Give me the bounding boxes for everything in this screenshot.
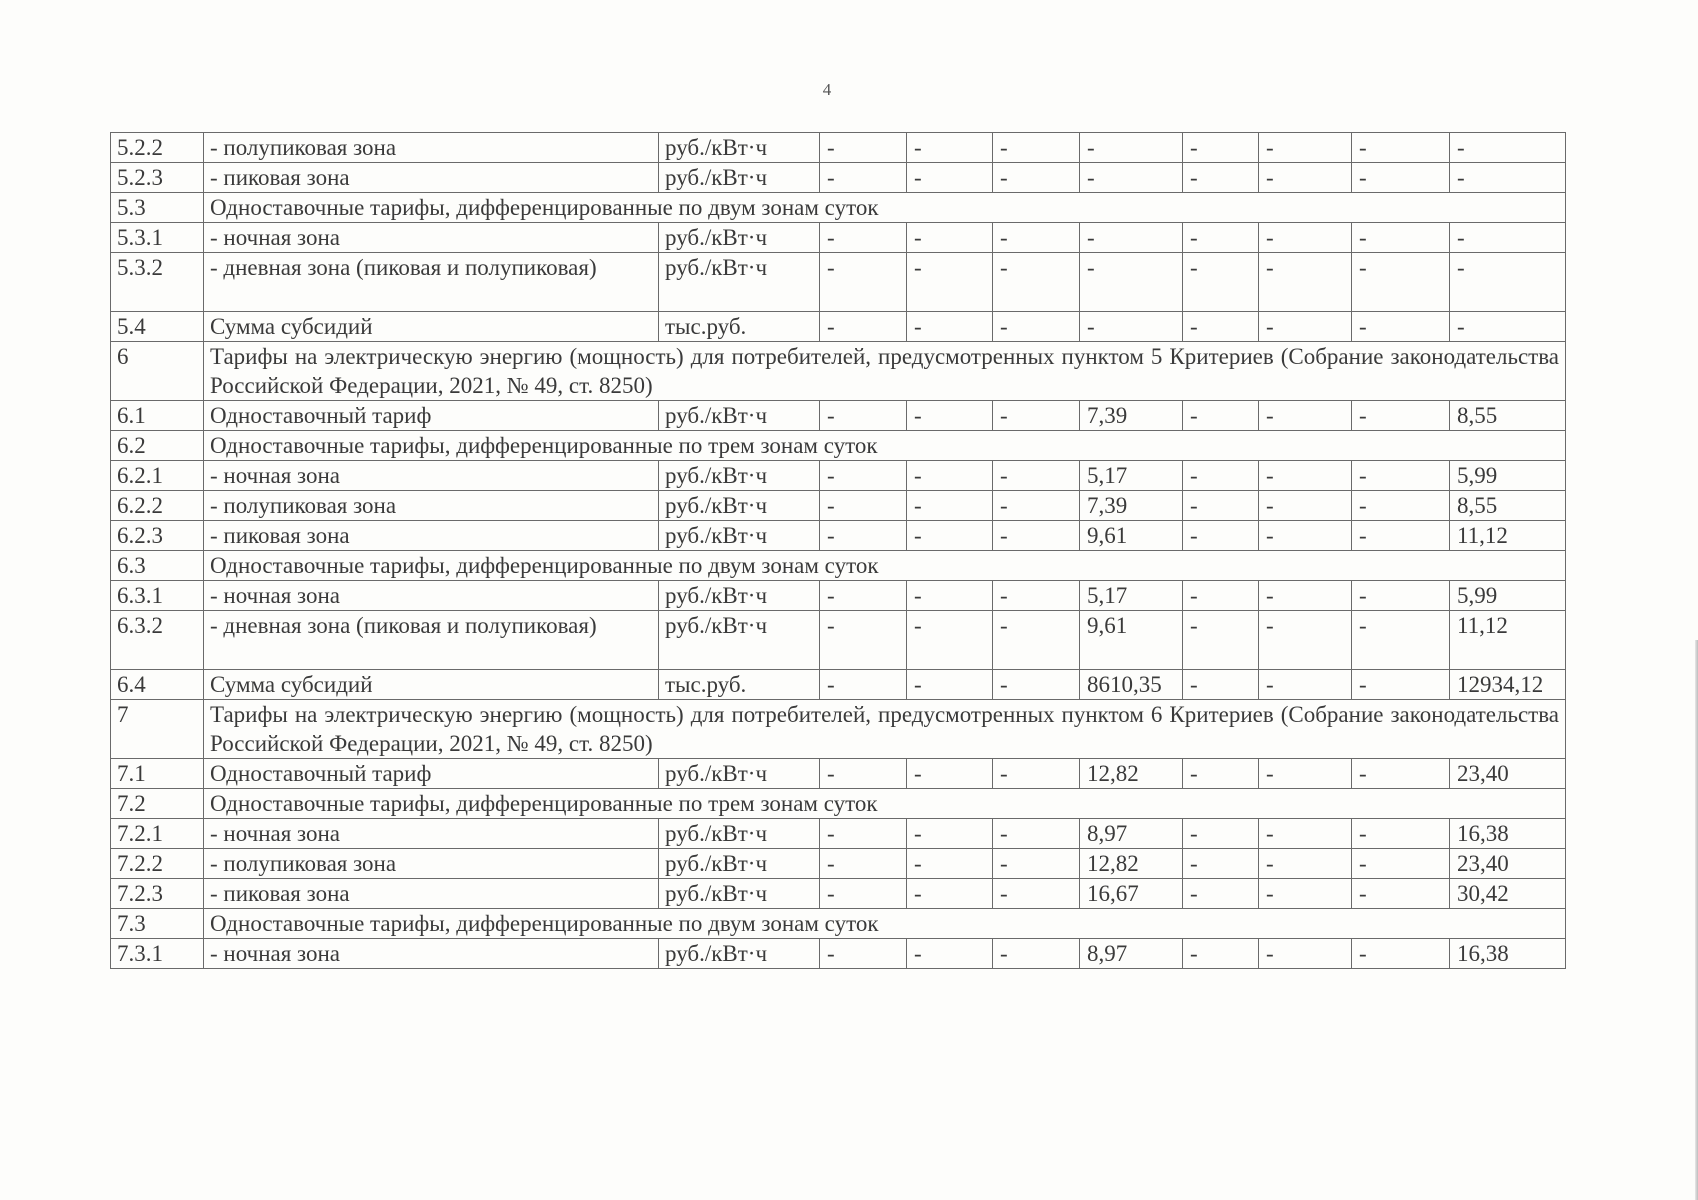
value-cell: -	[1080, 312, 1183, 342]
unit-cell: руб./кВт·ч	[659, 759, 820, 789]
value-cell: -	[993, 581, 1080, 611]
value-cell: -	[907, 312, 993, 342]
table-row	[111, 879, 1566, 909]
table-body	[111, 133, 1566, 969]
unit-cell: руб./кВт·ч	[659, 461, 820, 491]
row-number-cell: 7.2.1	[111, 819, 204, 849]
item-name-cell: - полупиковая зона	[204, 849, 659, 879]
row-number-cell: 6	[111, 342, 204, 401]
unit-cell: руб./кВт·ч	[659, 581, 820, 611]
value-cell: -	[1450, 133, 1566, 163]
item-name-cell: Сумма субсидий	[204, 312, 659, 342]
value-cell: 12,82	[1080, 759, 1183, 789]
tariff-table	[110, 132, 1566, 969]
section-row	[111, 909, 1566, 939]
value-cell: -	[907, 401, 993, 431]
value-cell: -	[993, 163, 1080, 193]
value-cell: -	[1183, 491, 1259, 521]
row-number-cell: 6.3.2	[111, 611, 204, 670]
value-cell: -	[1259, 491, 1352, 521]
table-row	[111, 939, 1566, 969]
table-row	[111, 253, 1566, 312]
value-cell: -	[820, 253, 907, 312]
item-name-cell: - полупиковая зона	[204, 491, 659, 521]
value-cell: -	[1450, 223, 1566, 253]
row-number-cell: 6.2.3	[111, 521, 204, 551]
value-cell: -	[993, 611, 1080, 670]
value-cell: -	[1259, 879, 1352, 909]
value-cell: 16,38	[1450, 819, 1566, 849]
value-cell: -	[907, 461, 993, 491]
row-number-cell: 6.2	[111, 431, 204, 461]
unit-cell: руб./кВт·ч	[659, 253, 820, 312]
value-cell: -	[1183, 611, 1259, 670]
value-cell: -	[1183, 223, 1259, 253]
value-cell: -	[820, 611, 907, 670]
table-row	[111, 401, 1566, 431]
section-row	[111, 700, 1566, 759]
value-cell: -	[1259, 223, 1352, 253]
row-number-cell: 5.3.1	[111, 223, 204, 253]
unit-cell: руб./кВт·ч	[659, 879, 820, 909]
row-number-cell: 6.4	[111, 670, 204, 700]
value-cell: -	[1352, 581, 1450, 611]
value-cell: -	[993, 312, 1080, 342]
value-cell: -	[820, 491, 907, 521]
table-row	[111, 819, 1566, 849]
value-cell: 5,99	[1450, 461, 1566, 491]
section-title-cell: Тарифы на электрическую энергию (мощность) для потребителей, предусмотренных пунктом 5 Критериев (Собрание законодательства Российской Федерации, 2021, № 49, ст. 8250)	[204, 342, 1566, 401]
value-cell: -	[993, 939, 1080, 969]
item-name-cell: - полупиковая зона	[204, 133, 659, 163]
table-row	[111, 670, 1566, 700]
value-cell: -	[907, 819, 993, 849]
value-cell: 8,97	[1080, 939, 1183, 969]
value-cell: -	[1183, 163, 1259, 193]
value-cell: -	[1259, 461, 1352, 491]
value-cell: -	[1080, 253, 1183, 312]
row-number-cell: 5.2.2	[111, 133, 204, 163]
row-number-cell: 5.2.3	[111, 163, 204, 193]
value-cell: -	[1259, 401, 1352, 431]
value-cell: -	[1183, 849, 1259, 879]
value-cell: -	[820, 819, 907, 849]
value-cell: 8610,35	[1080, 670, 1183, 700]
value-cell: 7,39	[1080, 491, 1183, 521]
table-row	[111, 759, 1566, 789]
value-cell: -	[993, 401, 1080, 431]
value-cell: 16,67	[1080, 879, 1183, 909]
value-cell: 12,82	[1080, 849, 1183, 879]
unit-cell: руб./кВт·ч	[659, 521, 820, 551]
value-cell: 16,38	[1450, 939, 1566, 969]
value-cell: -	[820, 163, 907, 193]
value-cell: -	[907, 611, 993, 670]
value-cell: -	[1259, 521, 1352, 551]
value-cell: -	[820, 461, 907, 491]
item-name-cell: - дневная зона (пиковая и полупиковая)	[204, 611, 659, 670]
unit-cell: руб./кВт·ч	[659, 491, 820, 521]
value-cell: -	[1352, 670, 1450, 700]
value-cell: -	[820, 521, 907, 551]
value-cell: -	[1259, 133, 1352, 163]
item-name-cell: - пиковая зона	[204, 879, 659, 909]
item-name-cell: - ночная зона	[204, 819, 659, 849]
row-number-cell: 7	[111, 700, 204, 759]
section-title-cell: Одноставочные тарифы, дифференцированные по двум зонам суток	[204, 551, 1566, 581]
value-cell: -	[1259, 939, 1352, 969]
value-cell: -	[1080, 163, 1183, 193]
section-row	[111, 342, 1566, 401]
value-cell: 8,97	[1080, 819, 1183, 849]
value-cell: -	[907, 939, 993, 969]
value-cell: 11,12	[1450, 611, 1566, 670]
table-row	[111, 521, 1566, 551]
row-number-cell: 6.3	[111, 551, 204, 581]
value-cell: -	[993, 253, 1080, 312]
table-row	[111, 461, 1566, 491]
value-cell: -	[907, 849, 993, 879]
table-row	[111, 849, 1566, 879]
value-cell: 8,55	[1450, 491, 1566, 521]
item-name-cell: - ночная зона	[204, 581, 659, 611]
section-row	[111, 551, 1566, 581]
value-cell: -	[1183, 133, 1259, 163]
value-cell: 7,39	[1080, 401, 1183, 431]
value-cell: -	[1080, 133, 1183, 163]
row-number-cell: 5.4	[111, 312, 204, 342]
section-title-cell: Одноставочные тарифы, дифференцированные по трем зонам суток	[204, 431, 1566, 461]
value-cell: -	[1259, 849, 1352, 879]
value-cell: -	[993, 223, 1080, 253]
table-row	[111, 163, 1566, 193]
unit-cell: руб./кВт·ч	[659, 133, 820, 163]
value-cell: -	[1183, 521, 1259, 551]
row-number-cell: 5.3.2	[111, 253, 204, 312]
value-cell: -	[1352, 401, 1450, 431]
value-cell: -	[993, 819, 1080, 849]
value-cell: -	[907, 670, 993, 700]
value-cell: -	[993, 879, 1080, 909]
row-number-cell: 7.2	[111, 789, 204, 819]
table-row	[111, 491, 1566, 521]
value-cell: -	[1352, 521, 1450, 551]
value-cell: -	[1259, 581, 1352, 611]
value-cell: -	[1352, 849, 1450, 879]
value-cell: -	[1259, 670, 1352, 700]
table-row	[111, 133, 1566, 163]
item-name-cell: - пиковая зона	[204, 521, 659, 551]
value-cell: -	[1183, 581, 1259, 611]
value-cell: -	[907, 581, 993, 611]
value-cell: -	[1352, 133, 1450, 163]
value-cell: 23,40	[1450, 759, 1566, 789]
value-cell: -	[1352, 611, 1450, 670]
value-cell: -	[1352, 312, 1450, 342]
unit-cell: руб./кВт·ч	[659, 611, 820, 670]
item-name-cell: - дневная зона (пиковая и полупиковая)	[204, 253, 659, 312]
section-row	[111, 789, 1566, 819]
value-cell: 9,61	[1080, 521, 1183, 551]
value-cell: 8,55	[1450, 401, 1566, 431]
value-cell: 30,42	[1450, 879, 1566, 909]
value-cell: 9,61	[1080, 611, 1183, 670]
item-name-cell: Одноставочный тариф	[204, 759, 659, 789]
value-cell: -	[820, 879, 907, 909]
value-cell: -	[907, 133, 993, 163]
value-cell: -	[907, 253, 993, 312]
value-cell: -	[1183, 939, 1259, 969]
value-cell: -	[907, 521, 993, 551]
unit-cell: тыс.руб.	[659, 312, 820, 342]
value-cell: -	[820, 670, 907, 700]
table-row	[111, 611, 1566, 670]
value-cell: -	[907, 491, 993, 521]
value-cell: -	[993, 849, 1080, 879]
value-cell: -	[820, 759, 907, 789]
table-row	[111, 581, 1566, 611]
value-cell: -	[993, 670, 1080, 700]
value-cell: 5,17	[1080, 581, 1183, 611]
row-number-cell: 6.3.1	[111, 581, 204, 611]
unit-cell: руб./кВт·ч	[659, 401, 820, 431]
value-cell: -	[993, 759, 1080, 789]
value-cell: -	[1450, 312, 1566, 342]
value-cell: -	[1183, 670, 1259, 700]
row-number-cell: 7.3.1	[111, 939, 204, 969]
value-cell: -	[907, 223, 993, 253]
value-cell: -	[820, 401, 907, 431]
value-cell: -	[1183, 312, 1259, 342]
row-number-cell: 7.3	[111, 909, 204, 939]
value-cell: -	[1352, 223, 1450, 253]
section-title-cell: Одноставочные тарифы, дифференцированные по двум зонам суток	[204, 193, 1566, 223]
value-cell: -	[1450, 163, 1566, 193]
value-cell: -	[1352, 461, 1450, 491]
unit-cell: тыс.руб.	[659, 670, 820, 700]
value-cell: -	[1259, 759, 1352, 789]
value-cell: -	[1183, 879, 1259, 909]
value-cell: -	[1352, 819, 1450, 849]
value-cell: -	[1259, 253, 1352, 312]
item-name-cell: - ночная зона	[204, 223, 659, 253]
value-cell: -	[993, 491, 1080, 521]
unit-cell: руб./кВт·ч	[659, 939, 820, 969]
value-cell: -	[1183, 759, 1259, 789]
unit-cell: руб./кВт·ч	[659, 819, 820, 849]
value-cell: -	[820, 581, 907, 611]
value-cell: -	[1352, 759, 1450, 789]
value-cell: -	[1352, 939, 1450, 969]
table-row	[111, 223, 1566, 253]
value-cell: -	[1183, 253, 1259, 312]
value-cell: -	[820, 939, 907, 969]
value-cell: -	[993, 133, 1080, 163]
table-row	[111, 312, 1566, 342]
value-cell: 12934,12	[1450, 670, 1566, 700]
section-title-cell: Тарифы на электрическую энергию (мощность) для потребителей, предусмотренных пунктом 6 Критериев (Собрание законодательства Российской Федерации, 2021, № 49, ст. 8250)	[204, 700, 1566, 759]
value-cell: -	[1352, 879, 1450, 909]
value-cell: -	[1183, 461, 1259, 491]
value-cell: 11,12	[1450, 521, 1566, 551]
value-cell: -	[820, 312, 907, 342]
value-cell: -	[1352, 491, 1450, 521]
unit-cell: руб./кВт·ч	[659, 849, 820, 879]
item-name-cell: Сумма субсидий	[204, 670, 659, 700]
value-cell: -	[1352, 253, 1450, 312]
value-cell: -	[907, 759, 993, 789]
value-cell: -	[1259, 819, 1352, 849]
row-number-cell: 7.2.3	[111, 879, 204, 909]
value-cell: -	[1183, 401, 1259, 431]
section-row	[111, 431, 1566, 461]
row-number-cell: 5.3	[111, 193, 204, 223]
value-cell: -	[1259, 163, 1352, 193]
item-name-cell: - пиковая зона	[204, 163, 659, 193]
value-cell: -	[993, 521, 1080, 551]
value-cell: -	[907, 163, 993, 193]
value-cell: -	[1080, 223, 1183, 253]
item-name-cell: - ночная зона	[204, 461, 659, 491]
value-cell: -	[1183, 819, 1259, 849]
section-row	[111, 193, 1566, 223]
value-cell: -	[820, 849, 907, 879]
unit-cell: руб./кВт·ч	[659, 163, 820, 193]
value-cell: -	[907, 879, 993, 909]
row-number-cell: 7.1	[111, 759, 204, 789]
section-title-cell: Одноставочные тарифы, дифференцированные по трем зонам суток	[204, 789, 1566, 819]
value-cell: -	[1450, 253, 1566, 312]
value-cell: 5,17	[1080, 461, 1183, 491]
value-cell: -	[820, 133, 907, 163]
unit-cell: руб./кВт·ч	[659, 223, 820, 253]
value-cell: -	[993, 461, 1080, 491]
value-cell: 23,40	[1450, 849, 1566, 879]
page-number: 4	[822, 80, 832, 99]
item-name-cell: - ночная зона	[204, 939, 659, 969]
row-number-cell: 6.1	[111, 401, 204, 431]
value-cell: -	[1352, 163, 1450, 193]
value-cell: -	[1259, 312, 1352, 342]
row-number-cell: 6.2.2	[111, 491, 204, 521]
value-cell: 5,99	[1450, 581, 1566, 611]
section-title-cell: Одноставочные тарифы, дифференцированные по двум зонам суток	[204, 909, 1566, 939]
row-number-cell: 6.2.1	[111, 461, 204, 491]
value-cell: -	[820, 223, 907, 253]
row-number-cell: 7.2.2	[111, 849, 204, 879]
value-cell: -	[1259, 611, 1352, 670]
item-name-cell: Одноставочный тариф	[204, 401, 659, 431]
